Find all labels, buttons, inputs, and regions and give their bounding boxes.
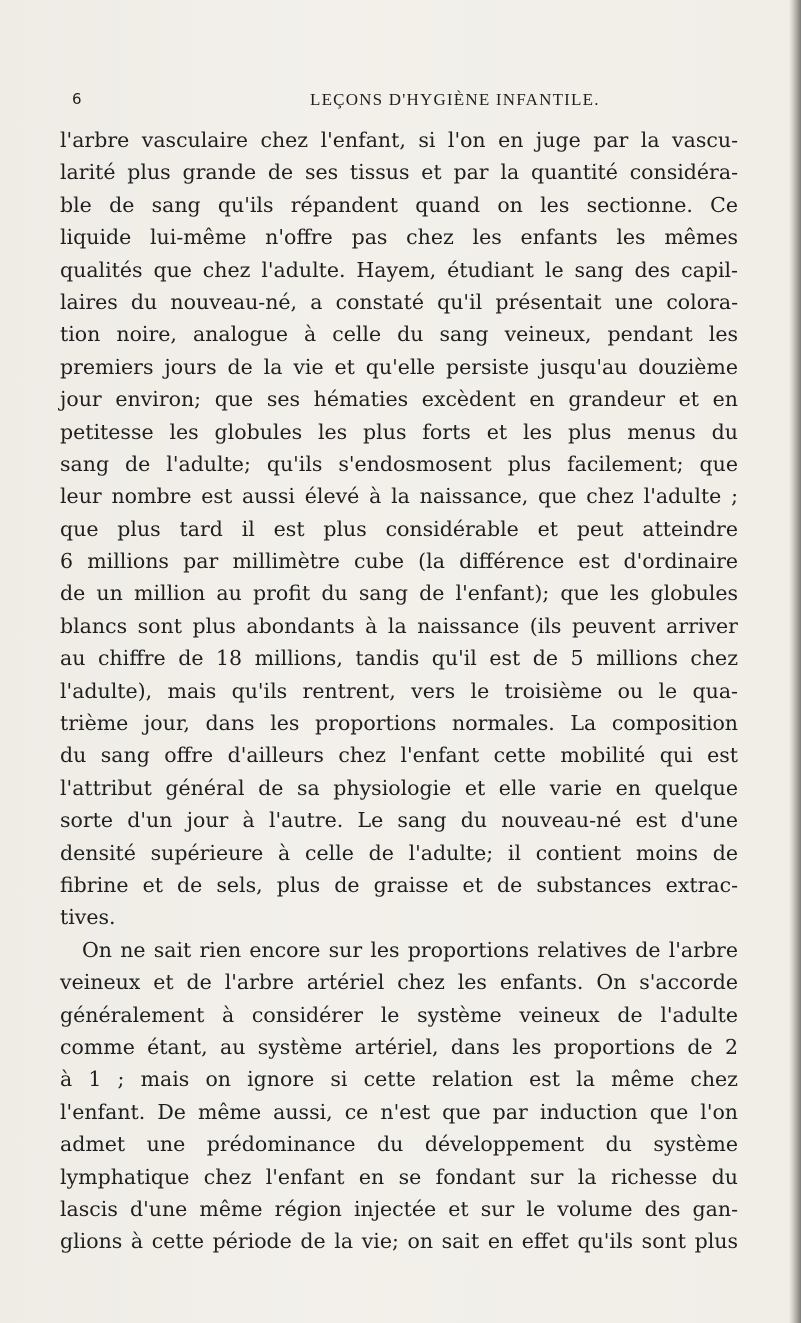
text-line: l'attribut général de sa physiologie et elle varie en quelque	[60, 775, 738, 800]
text-line: que plus tard il est plus considérable et peut atteindre	[60, 516, 738, 541]
text-line: au chiffre de 18 millions, tandis qu'il est de 5 millions chez	[60, 646, 738, 671]
text-line: densité supérieure à celle de l'adulte; il contient moins de	[60, 840, 738, 865]
text-line: glions à cette période de la vie; on sait en effet qu'ils sont plus	[60, 1229, 738, 1254]
text-line: tion noire, analogue à celle du sang veineux, pendant les	[60, 322, 738, 347]
text-line: lymphatique chez l'enfant en se fondant sur la richesse du	[60, 1164, 738, 1189]
body-text	[60, 124, 738, 1258]
text-line: l'arbre vasculaire chez l'enfant, si l'on en juge par la vascu-	[60, 128, 738, 152]
text-line: l'enfant. De même aussi, ce n'est que par induction que l'on	[60, 1099, 738, 1124]
text-line: comme étant, au système artériel, dans les proportions de 2	[60, 1034, 738, 1059]
paragraph-end-line: tives.	[60, 905, 116, 930]
text-line: liquide lui-même n'offre pas chez les enfants les mêmes	[60, 225, 738, 250]
paragraph-start-line: On ne sait rien encore sur les proportions relatives de l'arbre	[82, 937, 738, 962]
text-line: fibrine et de sels, plus de graisse et de substances extrac-	[60, 872, 738, 897]
page-header	[72, 90, 732, 120]
text-line: admet une prédominance du développement du système	[60, 1132, 738, 1157]
text-line: de un million au profit du sang de l'enfant); que les globules	[60, 581, 738, 606]
text-line: jour environ; que ses hématies excèdent en grandeur et en	[60, 387, 738, 412]
text-line: laires du nouveau-né, a constaté qu'il présentait une colora-	[60, 289, 738, 314]
page-number: 6	[72, 90, 82, 108]
text-line: veineux et de l'arbre artériel chez les enfants. On s'accorde	[60, 970, 738, 995]
text-line: ble de sang qu'ils répandent quand on les sectionne. Ce	[60, 192, 738, 217]
running-title: LEÇONS D'HYGIÈNE INFANTILE.	[310, 90, 600, 109]
text-line: trième jour, dans les proportions normales. La composition	[60, 711, 738, 736]
text-line: généralement à considérer le système veineux de l'adulte	[60, 1002, 738, 1027]
text-line: leur nombre est aussi élevé à la naissance, que chez l'adulte ;	[60, 484, 738, 509]
text-line: qualités que chez l'adulte. Hayem, étudiant le sang des capil-	[60, 257, 738, 282]
text-line: sorte d'un jour à l'autre. Le sang du nouveau-né est d'une	[60, 808, 738, 833]
text-line: sang de l'adulte; qu'ils s'endosmosent plus facilement; que	[60, 451, 738, 476]
text-line: petitesse les globules les plus forts et les plus menus du	[60, 419, 738, 444]
text-line: lascis d'une même région injectée et sur le volume des gan-	[60, 1196, 738, 1221]
text-line: blancs sont plus abondants à la naissance (ils peuvent arriver	[60, 613, 738, 638]
text-line: larité plus grande de ses tissus et par la quantité considéra-	[60, 160, 738, 185]
text-line: à 1 ; mais on ignore si cette relation est la même chez	[60, 1067, 738, 1092]
text-line: 6 millions par millimètre cube (la différence est d'ordinaire	[60, 549, 738, 574]
text-line: du sang offre d'ailleurs chez l'enfant cette mobilité qui est	[60, 743, 738, 768]
text-line: l'adulte), mais qu'ils rentrent, vers le troisième ou le qua-	[60, 678, 738, 703]
page-edge-shadow	[789, 0, 801, 1323]
text-line: premiers jours de la vie et qu'elle persiste jusqu'au douzième	[60, 354, 738, 379]
